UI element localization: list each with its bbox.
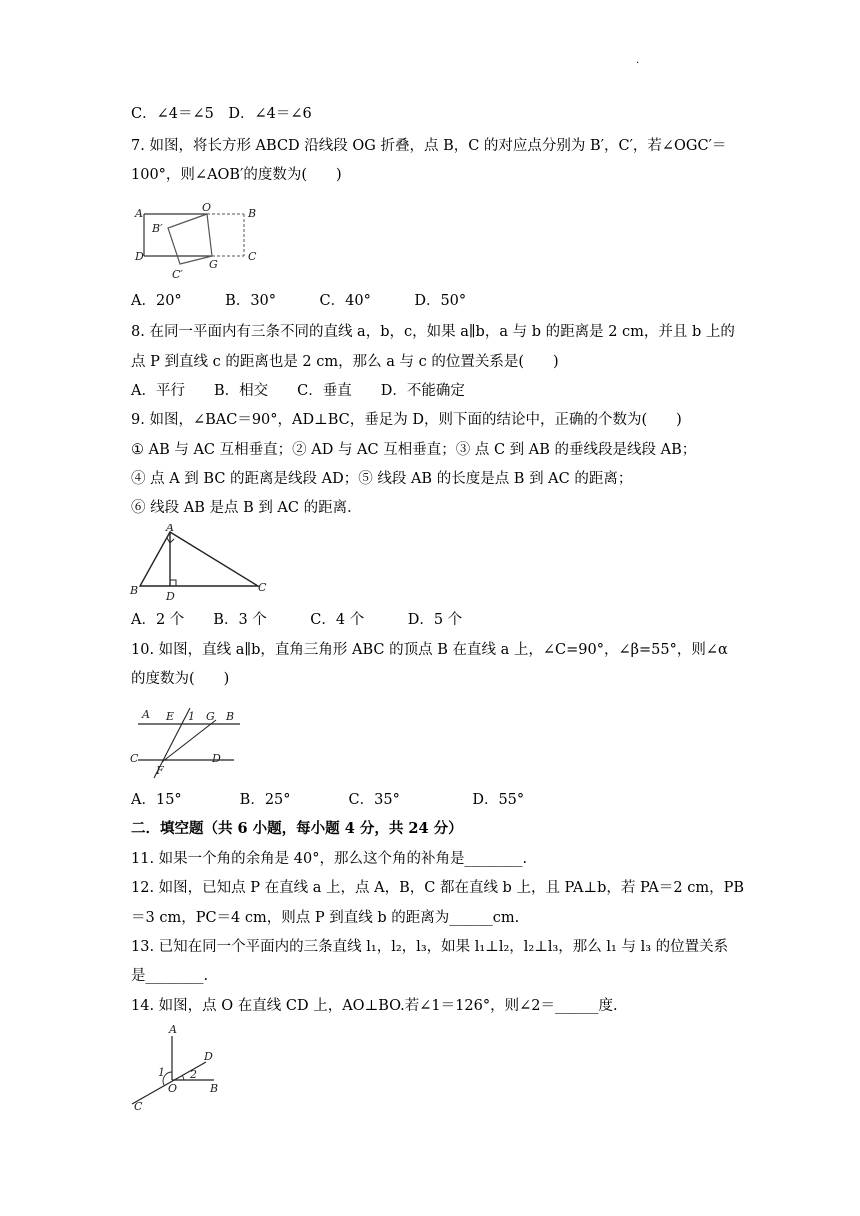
q7-options: A．20° B．30° C．40° D．50° bbox=[131, 293, 467, 309]
q7-figure bbox=[132, 200, 262, 285]
q8-line2: 点 P 到直线 c 的距离也是 2 cm，那么 a 与 c 的位置关系是( ) bbox=[131, 354, 559, 370]
q10-label-e: E bbox=[166, 710, 175, 723]
q10-options: A．15° B．25° C．35° D．55° bbox=[131, 792, 525, 808]
q14-label-d: D bbox=[204, 1050, 213, 1063]
q10-label-a: A bbox=[142, 708, 150, 721]
q14-label-o: O bbox=[168, 1082, 178, 1095]
q10-figure bbox=[128, 700, 253, 782]
q7-label-g: G bbox=[209, 258, 218, 271]
q7-label-d: D bbox=[135, 250, 144, 263]
q9-label-d: D bbox=[166, 590, 175, 603]
q7-label-c: C bbox=[248, 250, 257, 263]
q7-label-a: A bbox=[135, 207, 143, 220]
q14-figure bbox=[128, 1020, 228, 1112]
q9-line3: ④ 点 A 到 BC 的距离是线段 AD；⑤ 线段 AB 的长度是点 B 到 AC 的距离； bbox=[131, 471, 633, 487]
q10-line1: 10. 如图，直线 a∥b，直角三角形 ABC 的顶点 B 在直线 a 上，∠C=90°，∠β=55°，则∠α bbox=[131, 642, 728, 658]
section2-title: 二．填空题（共 6 小题，每小题 4 分，共 24 分） bbox=[131, 820, 463, 837]
q14-label-1: 1 bbox=[158, 1066, 165, 1079]
q10-label-1: 1 bbox=[188, 710, 195, 723]
q14: 14. 如图，点 O 在直线 CD 上，AO⊥BO.若∠1＝126°，则∠2＝______度. bbox=[131, 998, 618, 1014]
q10-line2: 的度数为( ) bbox=[131, 671, 230, 687]
q12-line1: 12. 如图，已知点 P 在直线 a 上，点 A，B，C 都在直线 b 上，且 PA⊥b，若 PA＝2 cm，PB bbox=[131, 880, 744, 896]
q7-line1: 7. 如图，将长方形 ABCD 沿线段 OG 折叠，点 B，C 的对应点分别为 B′，C′，若∠OGC′＝ bbox=[131, 138, 727, 154]
q9-line1: 9. 如图，∠BAC＝90°，AD⊥BC，垂足为 D，则下面的结论中，正确的个数为( ) bbox=[131, 412, 682, 428]
q12-line2: ＝3 cm，PC＝4 cm，则点 P 到直线 b 的距离为______cm. bbox=[131, 910, 520, 926]
q6-options: C．∠4＝∠5 D．∠4＝∠6 bbox=[131, 106, 312, 122]
q7-label-c-prime: C′ bbox=[172, 268, 183, 281]
q9-label-a: A bbox=[166, 524, 174, 534]
q13-line1: 13. 已知在同一个平面内的三条直线 l₁，l₂，l₃，如果 l₁⊥l₂，l₂⊥l₃，那么 l₁ 与 l₃ 的位置关系 bbox=[131, 939, 729, 955]
q9-options: A．2 个 B．3 个 C．4 个 D．5 个 bbox=[131, 612, 463, 628]
q13-line2: 是________. bbox=[131, 968, 209, 984]
q9-label-c: C bbox=[258, 581, 267, 594]
q14-label-c: C bbox=[134, 1100, 143, 1112]
q10-label-f: F bbox=[156, 764, 164, 777]
q10-label-d: D bbox=[212, 752, 221, 765]
q8-line1: 8. 在同一平面内有三条不同的直线 a，b，c，如果 a∥b，a 与 b 的距离是 2 cm，并且 b 上的 bbox=[131, 324, 735, 340]
q8-options: A．平行 B．相交 C．垂直 D．不能确定 bbox=[131, 383, 465, 399]
q14-label-a: A bbox=[169, 1023, 177, 1036]
q9-figure bbox=[126, 524, 271, 604]
q14-label-b: B bbox=[210, 1082, 219, 1095]
q10-label-c: C bbox=[130, 752, 139, 765]
q9-line2: ① AB 与 AC 互相垂直；② AD 与 AC 互相垂直；③ 点 C 到 AB 的垂线段是线段 AB； bbox=[131, 442, 697, 458]
q9-line4: ⑥ 线段 AB 是点 B 到 AC 的距离． bbox=[131, 500, 362, 516]
header-mark: · bbox=[636, 58, 640, 69]
q9-label-b: B bbox=[130, 584, 139, 597]
q10-label-b: B bbox=[226, 710, 235, 723]
q7-label-b: B bbox=[248, 207, 257, 220]
q14-label-2: 2 bbox=[190, 1068, 197, 1081]
q11: 11. 如果一个角的余角是 40°，那么这个角的补角是________. bbox=[131, 851, 528, 867]
q7-line2: 100°，则∠AOB′的度数为( ) bbox=[131, 167, 342, 183]
q10-label-g: G bbox=[206, 710, 215, 723]
q7-label-b-prime: B′ bbox=[152, 222, 163, 235]
q7-label-o: O bbox=[202, 201, 212, 214]
